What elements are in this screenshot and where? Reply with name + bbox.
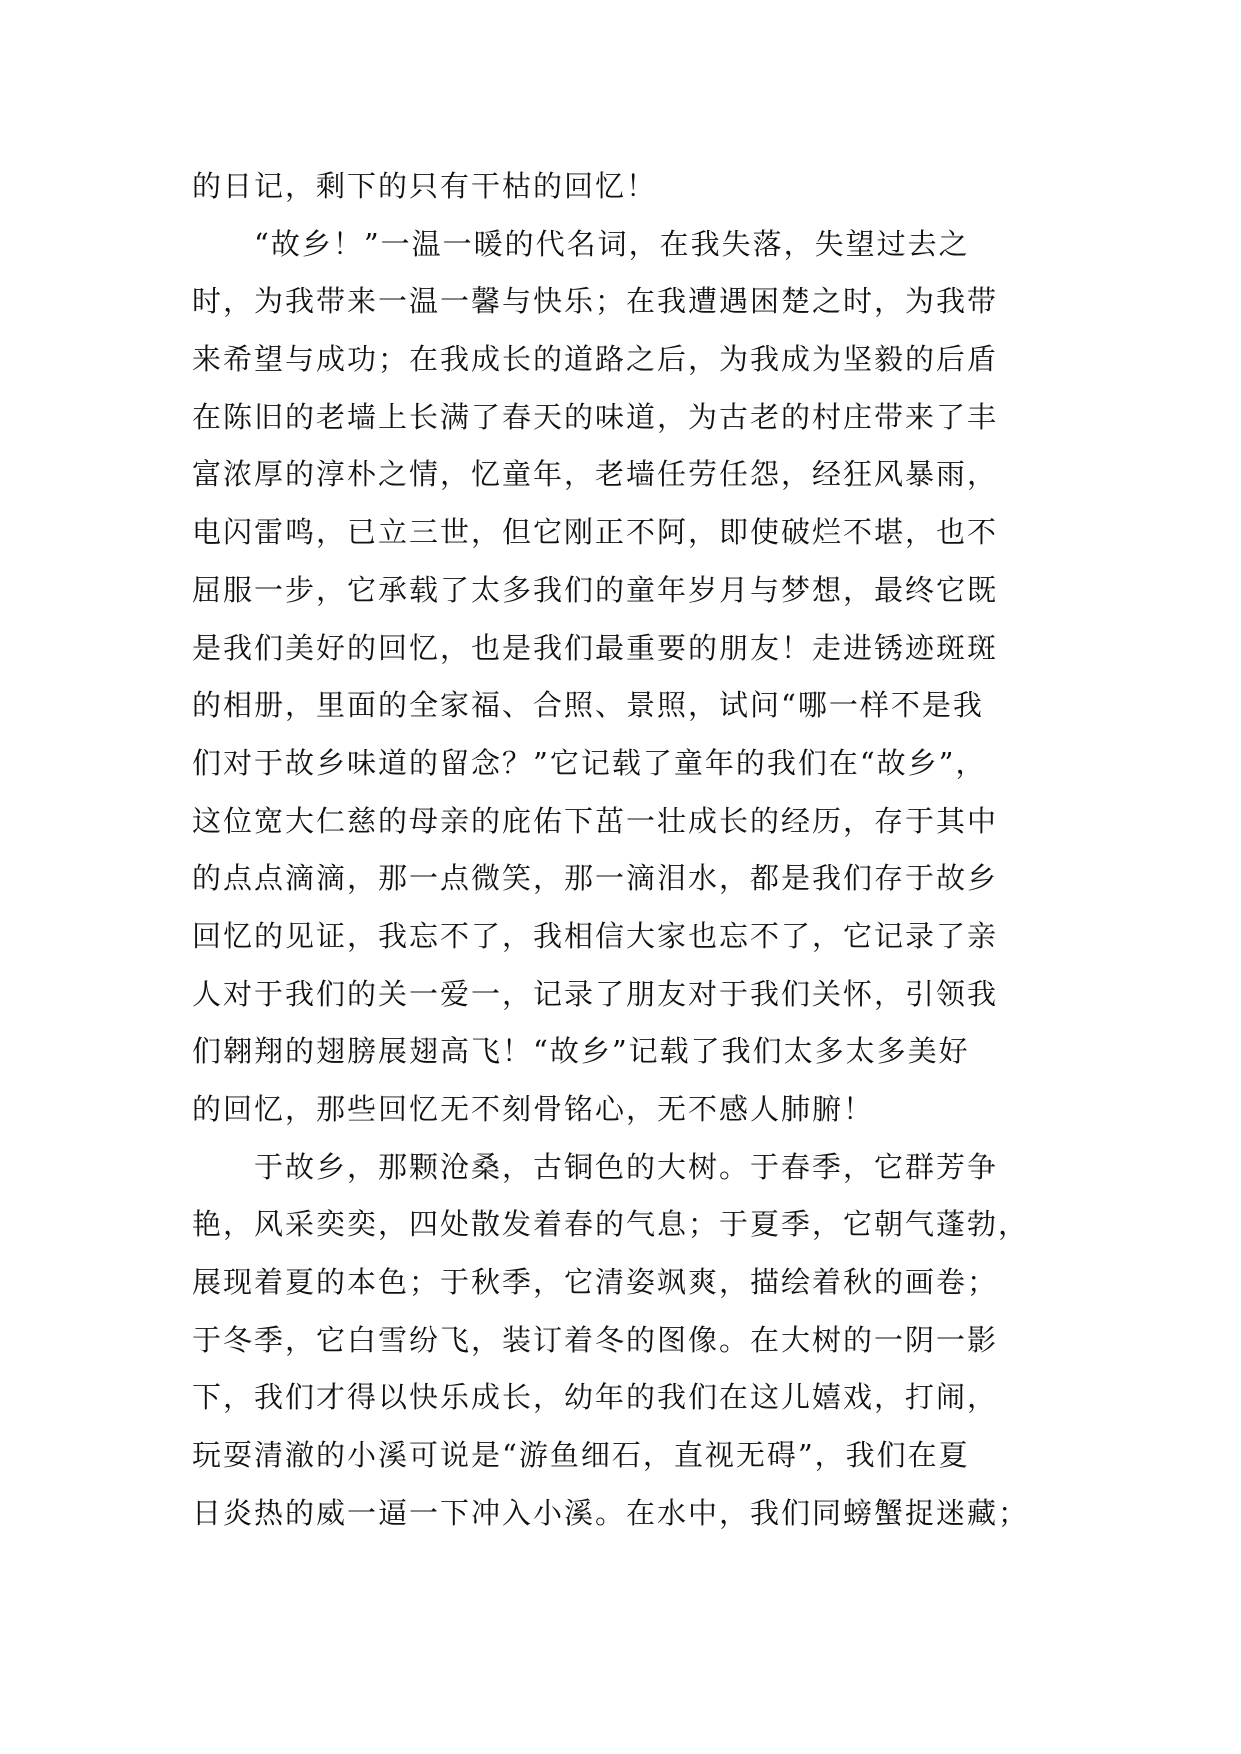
text-line: 回忆的见证，我忘不了，我相信大家也忘不了，它记录了亲 [192,918,999,953]
text-line: 的回忆，那些回忆无不刻骨铭心，无不感人肺腑！ [192,1092,875,1126]
text-line: 时，为我带来一温一馨与快乐；在我遭遇困楚之时，为我带 [192,284,999,319]
text-line: 的点点滴滴，那一点微笑，那一滴泪水，都是我们存于故乡 [192,861,999,896]
text-line: “故乡！”一温一暖的代名词，在我失落，失望过去之 [192,226,970,261]
text-line: 们翱翔的翅膀展翅高飞！“故乡”记载了我们太多太多美好 [192,1034,970,1069]
text-line: 下，我们才得以快乐成长，幼年的我们在这儿嬉戏，打闹， [192,1380,999,1415]
text-line: 是我们美好的回忆，也是我们最重要的朋友！走进锈迹斑斑 [192,630,999,665]
text-line: 玩耍清澈的小溪可说是“游鱼细石，直视无碍”，我们在夏 [192,1438,970,1473]
text-line: 人对于我们的关一爱一，记录了朋友对于我们关怀，引领我 [192,976,999,1011]
text-line: 展现着夏的本色；于秋季，它清姿飒爽，描绘着秋的画卷； [192,1265,999,1300]
text-line: 在陈旧的老墙上长满了春天的味道，为古老的村庄带来了丰 [192,399,999,434]
text-line: 日炎热的威一逼一下冲入小溪。在水中，我们同螃蟹捉迷藏； [192,1495,1030,1530]
text-line: 艳，风采奕奕，四处散发着春的气息；于夏季，它朝气蓬勃， [192,1207,1030,1242]
text-line: 于故乡，那颗沧桑，古铜色的大树。于春季，它群芳争 [192,1149,999,1184]
text-line: 的相册，里面的全家福、合照、景照，试问“哪一样不是我 [192,688,984,723]
body-text [192,158,1072,1543]
text-line: 们对于故乡味道的留念？”它记载了童年的我们在“故乡”， [192,745,987,780]
text-line: 于冬季，它白雪纷飞，装订着冬的图像。在大树的一阴一影 [192,1322,999,1357]
text-line: 屈服一步，它承载了太多我们的童年岁月与梦想，最终它既 [192,572,999,607]
text-line: 电闪雷鸣，已立三世，但它刚正不阿，即使破烂不堪，也不 [192,515,999,550]
text-line: 来希望与成功；在我成长的道路之后，为我成为坚毅的后盾 [192,342,999,377]
text-line: 的日记，剩下的只有干枯的回忆！ [192,169,658,203]
text-line: 富浓厚的淳朴之情，忆童年，老墙任劳任怨，经狂风暴雨， [192,457,999,492]
text-line: 这位宽大仁慈的母亲的庇佑下茁一壮成长的经历，存于其中 [192,803,999,838]
